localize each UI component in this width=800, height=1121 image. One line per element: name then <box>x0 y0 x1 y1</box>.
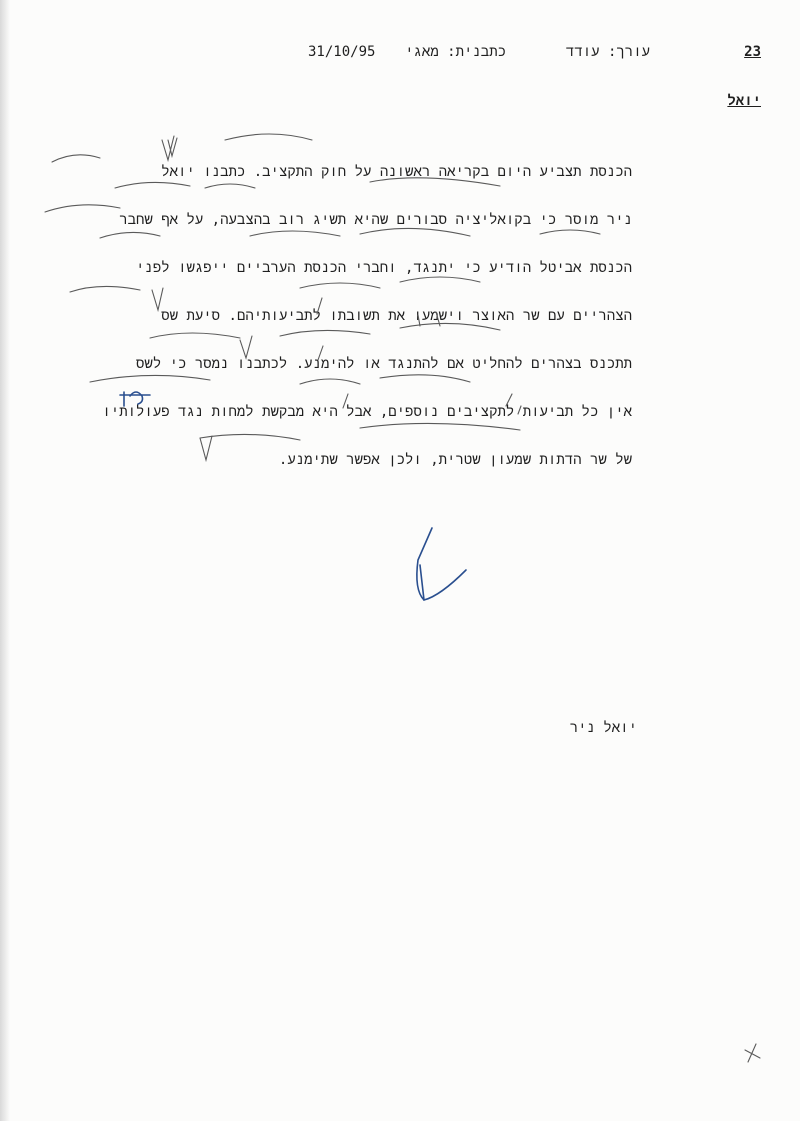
body-line-7: של שר הדתות שמעון שטרית, ולכן אפשר שתימנע. <box>278 452 632 468</box>
date-field: 31/10/95 <box>308 44 376 60</box>
body-line-4: הצהריים עם שר האוצר וישמעו את תשובתו לתביעותיהם. סיעת שס <box>161 308 632 324</box>
approval-check <box>417 528 466 600</box>
corner-mark <box>745 1044 760 1062</box>
body-line-1: הכנסת תצביע היום בקריאה ראשונה על חוק התקציב. כתבנו יואל <box>161 164 632 180</box>
body-line-2: ניר מוסר כי בקואליציה סבורים שהיא תשיג רוב בהצבעה, על אף שחבר <box>119 212 632 228</box>
scan-edge-shadow <box>0 0 10 1121</box>
signature-name: יואל ניר <box>569 720 637 736</box>
page-header <box>0 44 800 68</box>
body-line-5: תתכנס בצהרים להחליט אם להתנגד או להימנע. לכתבנו נמסר כי לשס <box>136 356 632 372</box>
body-line-3: הכנסת אביטל הודיע כי יתנגד, וחברי הכנסת הערביים ייפגשו לפני <box>136 260 632 276</box>
proof-arc <box>225 134 312 140</box>
approval-check <box>420 565 424 600</box>
news-body <box>12 148 632 484</box>
byline-reporter: יואל <box>727 93 761 109</box>
page-number: 23 <box>744 44 761 60</box>
editor-field: עורך: עודד <box>565 44 650 60</box>
body-line-6: אין כל תביעות לתקציבים נוספים, אבל היא מבקשת למחות נגד פעולותיו <box>102 404 632 420</box>
typist-field: כתבנית: מאגי <box>405 44 506 60</box>
